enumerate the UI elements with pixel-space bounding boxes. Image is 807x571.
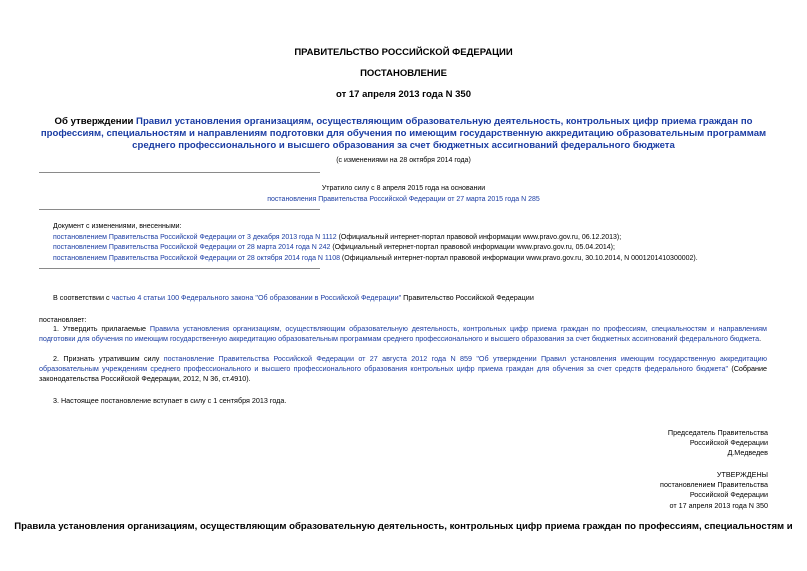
point-text: 2. Признать утратившим силу	[53, 354, 164, 363]
doc-type-heading: ПОСТАНОВЛЕНИЕ	[360, 68, 447, 79]
government-heading: ПРАВИТЕЛЬСТВО РОССИЙСКОЙ ФЕДЕРАЦИИ	[294, 47, 513, 58]
change-item	[53, 243, 615, 253]
amended-note: (с изменениями на 28 октября 2014 года)	[336, 157, 471, 164]
change-note: (Официальный интернет-портал правовой информации www.pravo.gov.ru, 06.12.2013);	[336, 234, 622, 241]
decides-text: постановляет:	[39, 315, 87, 324]
change-item	[53, 233, 621, 243]
approval-block	[660, 470, 768, 511]
approved-label: УТВЕРЖДЕНЫ	[716, 470, 768, 479]
point-text: 1. Утвердить прилагаемые	[53, 324, 150, 333]
title-prefix: Об утверждении	[54, 116, 137, 127]
divider	[39, 209, 320, 210]
expired-basis-link[interactable]: постановления Правительства Российской Федерации от 27 марта 2015 года N 285	[267, 196, 540, 203]
document-title	[40, 116, 767, 152]
expired-note: Утратило силу с 8 апреля 2015 года на основании	[321, 185, 486, 192]
approved-date: от 17 апреля 2013 года N 350	[669, 500, 768, 510]
signature-block	[668, 428, 768, 459]
law-link[interactable]: частью 4 статьи 100 Федерального закона "Об образовании в Российской Федерации"	[111, 293, 402, 302]
point-text: (Собрание законодательства Российской Федерации, 2012, N 36, ст.4910).	[39, 364, 768, 384]
point-text: .	[759, 334, 762, 344]
preamble-text: Правительство Российской Федерации	[401, 293, 534, 302]
divider	[39, 268, 320, 269]
point-2	[39, 354, 767, 385]
signature-position: Председатель Правительства	[667, 428, 768, 437]
title-rules-link[interactable]: Правил установления организациям, осуществляющим образовательную деятельность, контрольных цифр приема граждан по профессиям, специальностям и направлениям подготовки для обучения по имеющим государственную аккредитацию образовательным программам среднего профессионального и высшего образования за счет бюджетных ассигнований федерального бюджета	[40, 116, 767, 151]
approved-by: постановлением Правительства	[660, 480, 768, 490]
change-link[interactable]: постановлением Правительства Российской Федерации от 28 марта 2014 года N 242	[53, 244, 331, 251]
change-note: (Официальный интернет-портал правовой информации www.pravo.gov.ru, 30.10.2014, N 0001201410300002).	[339, 255, 698, 262]
preamble	[53, 293, 534, 303]
change-note: (Официальный интернет-портал правовой информации www.pravo.gov.ru, 05.04.2014);	[330, 244, 615, 251]
preamble-text: В соответствии с	[53, 293, 112, 302]
approved-country: Российской Федерации	[689, 490, 768, 500]
point-1	[39, 324, 767, 344]
rules-link[interactable]: Правила установления организациям, осуществляющим образовательную деятельность, контрольных цифр приема граждан по профессиям, специальностям и направлениям подготовки для обучения по имеющим государственную аккредитацию образовательным программам среднего профессионального и высшего образования за счет бюджетных ассигнований федерального бюджета	[39, 324, 767, 344]
signature-country: Российской Федерации	[689, 438, 768, 448]
signature-name: Д.Медведев	[727, 448, 768, 458]
date-number-heading: от 17 апреля 2013 года N 350	[336, 89, 471, 100]
repealed-decree-link[interactable]: постановление Правительства Российской Федерации от 27 августа 2012 года N 859 "Об утверждении Правил установления имеющим государственную аккредитацию образовательным учреждениям среднего профессионального и высшего профессионального образования контрольных цифр приема граждан для обучения за счет средств федерального бюджета"	[39, 354, 767, 374]
change-link[interactable]: постановлением Правительства Российской Федерации от 3 декабря 2013 года N 1112	[53, 234, 337, 241]
change-item	[53, 254, 698, 264]
changes-heading: Документ с изменениями, внесенными:	[53, 223, 182, 230]
change-link[interactable]: постановлением Правительства Российской Федерации от 28 октября 2014 года N 1108	[53, 255, 340, 262]
divider	[39, 172, 320, 173]
point-3: 3. Настоящее постановление вступает в силу с 1 сентября 2013 года.	[53, 396, 287, 405]
rules-title: Правила установления организациям, осуществляющим образовательную деятельность, контрольных цифр приема граждан по профессиям, специальностям и	[14, 521, 793, 532]
